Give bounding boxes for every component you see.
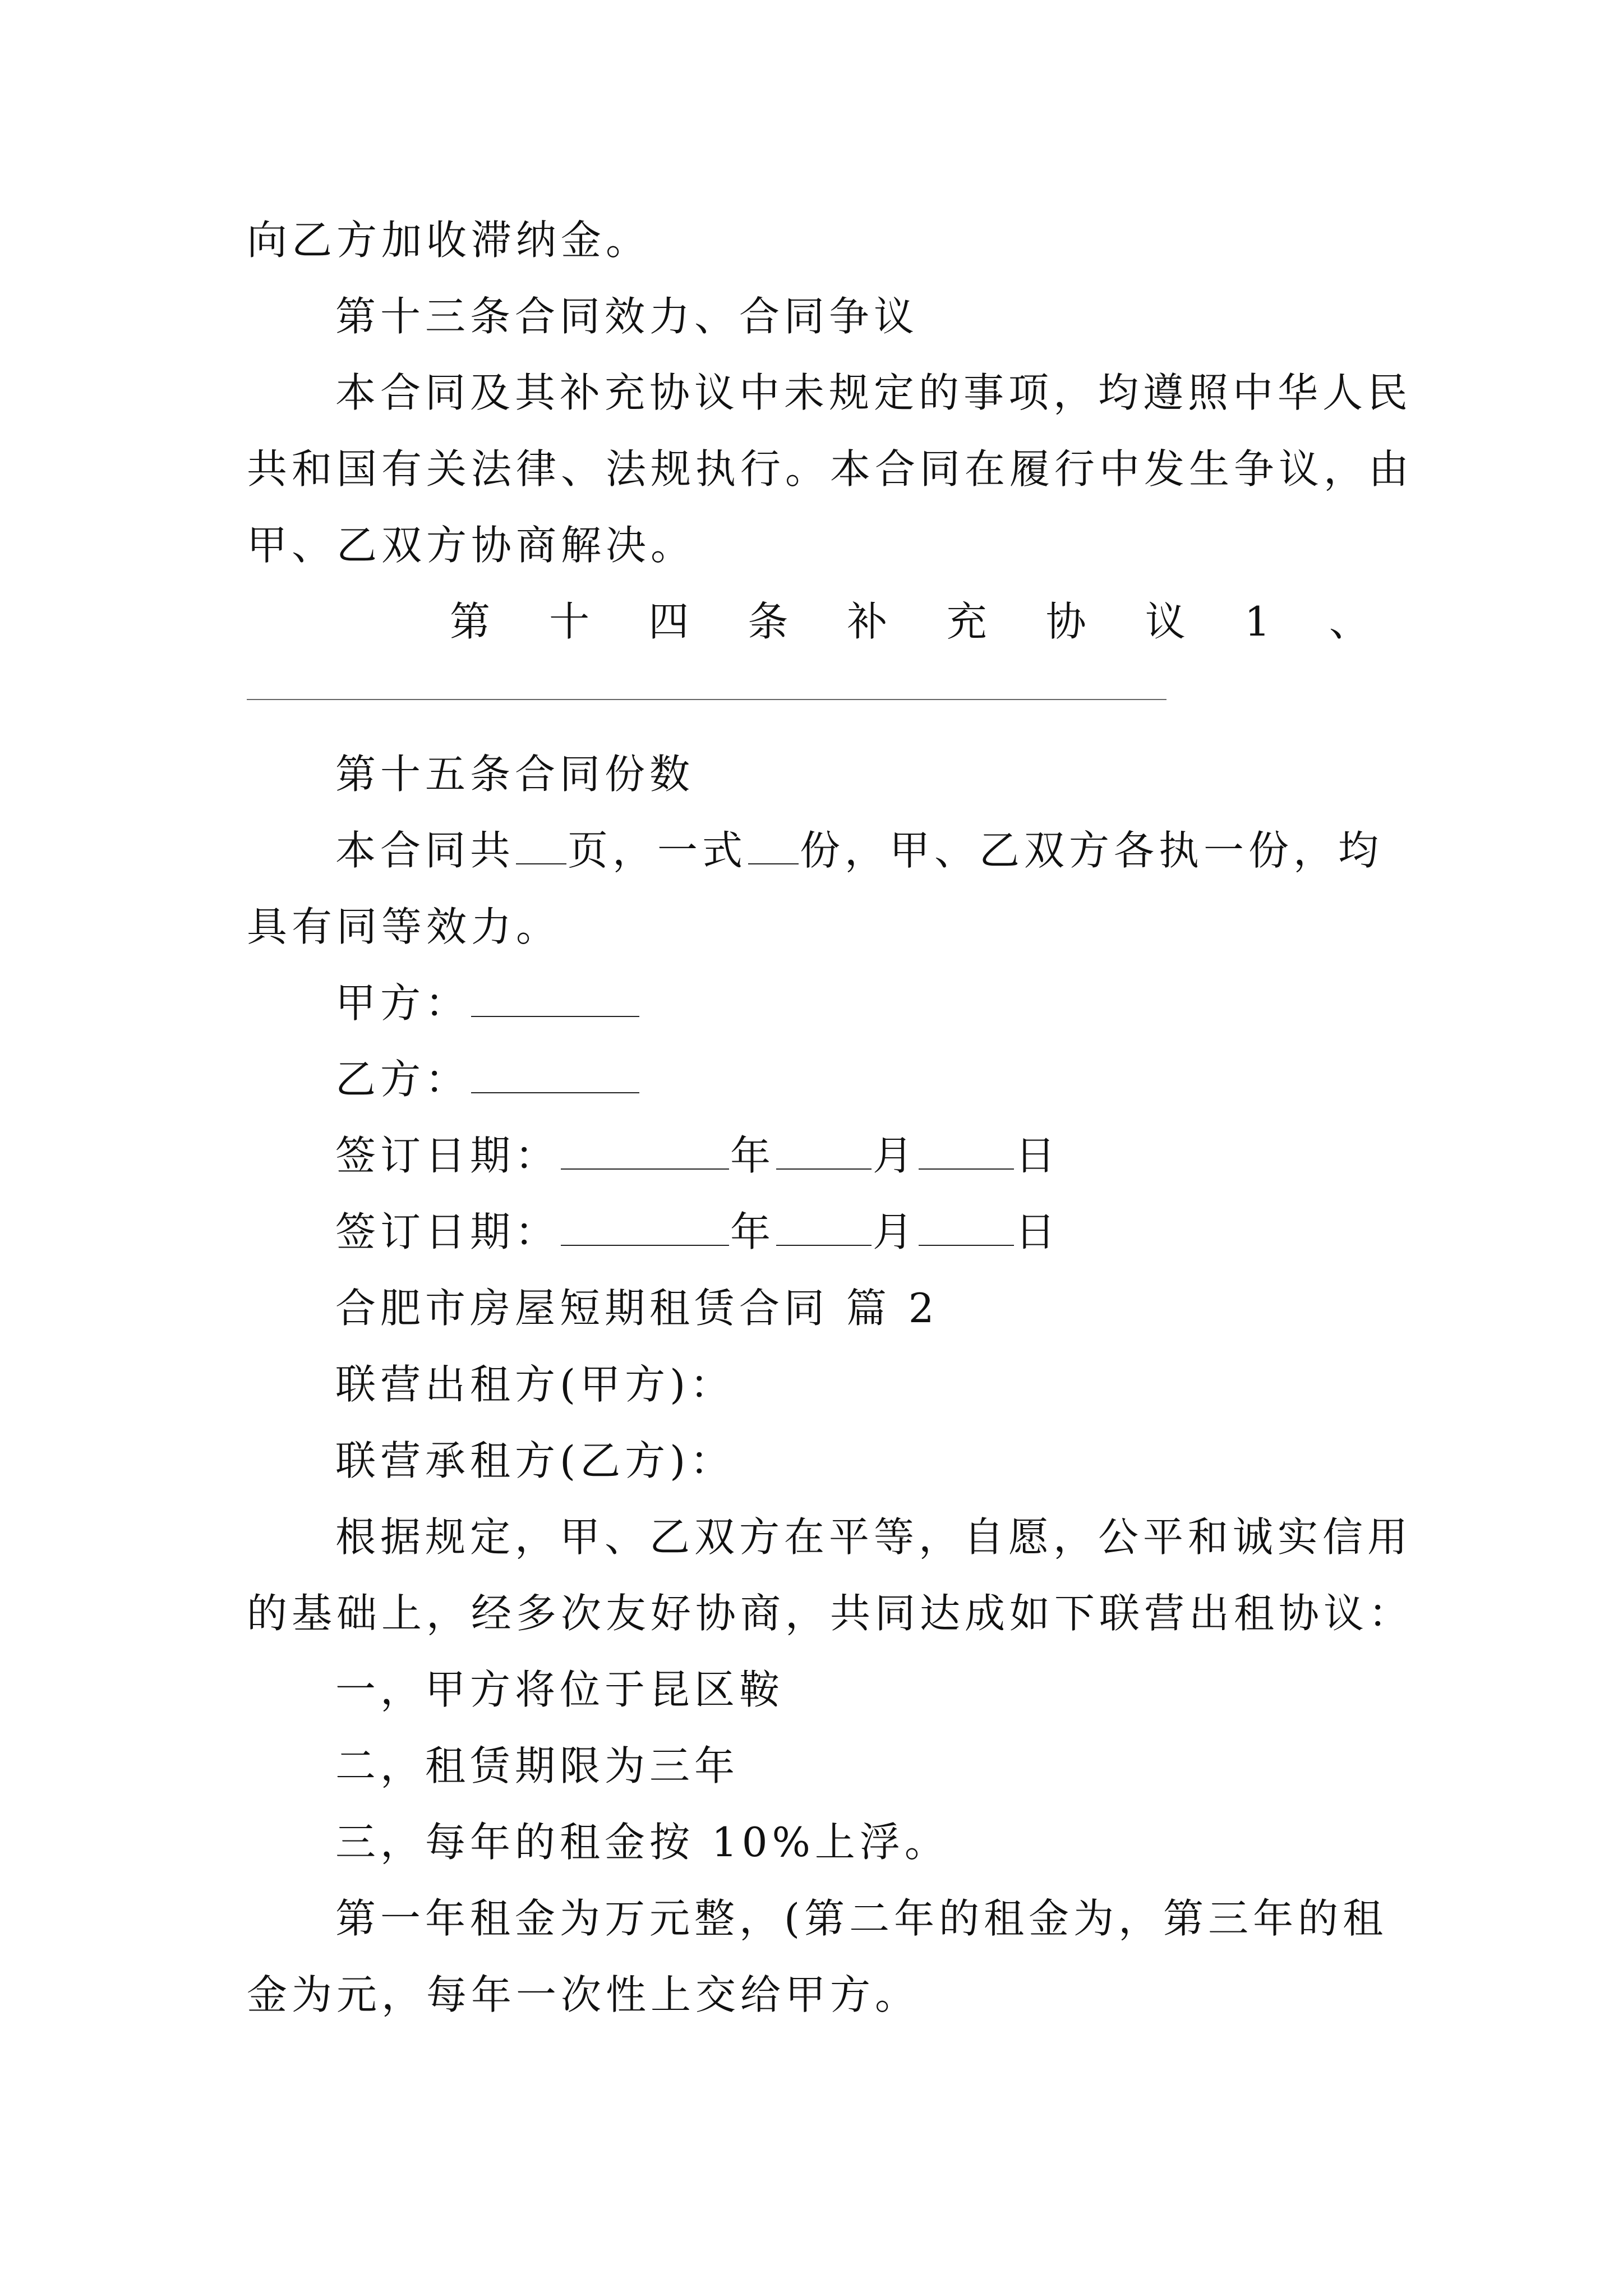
underline-rule <box>247 699 1166 700</box>
clause-item: 三，每年的租金按 10%上浮。 <box>335 1819 949 1866</box>
document-page <box>247 202 1414 2033</box>
lessee-line: 联营承租方(乙方)： <box>335 1437 735 1484</box>
sign-date-line <box>247 1194 1385 1270</box>
party-b-blank <box>471 1061 639 1093</box>
text-line: 根据规定，甲、乙双方在平等，自愿，公平和诚实信用 <box>335 1513 1413 1561</box>
article-14-char: 协 <box>1045 598 1091 645</box>
clause-item: 一，甲方将位于昆区鞍 <box>335 1666 785 1713</box>
text-line: 共和国有关法律、法规执行。本合同在履行中发生争议，由 <box>247 445 1414 493</box>
article-14-char: 十 <box>549 598 594 645</box>
year-blank <box>561 1213 729 1246</box>
article-14-char: 1 <box>1244 598 1275 645</box>
clause-item: 二，租赁期限为三年 <box>335 1742 740 1789</box>
party-b-label: 乙方： <box>335 1056 471 1103</box>
article-14-char: 条 <box>748 598 793 645</box>
text-line: 具有同等效力。 <box>247 903 561 950</box>
day-blank <box>919 1213 1014 1246</box>
article-14-title <box>247 583 1385 660</box>
month-label: 月 <box>873 1208 918 1255</box>
year-blank <box>561 1137 729 1170</box>
text-fragment: 页，一式 <box>568 827 748 874</box>
article-14-char: 补 <box>847 598 892 645</box>
text-line: 甲、乙双方协商解决。 <box>247 522 696 569</box>
contract-2-title: 合肥市房屋短期租赁合同 篇 2 <box>335 1285 939 1332</box>
article-14-char: 、 <box>1329 598 1374 645</box>
copies-line <box>247 812 1385 889</box>
article-14-char: 四 <box>648 598 694 645</box>
party-b-line <box>247 1041 1385 1117</box>
text-line: 向乙方加收滞纳金。 <box>247 217 651 264</box>
party-a-label: 甲方： <box>335 979 471 1027</box>
sign-date-label: 签订日期： <box>335 1208 560 1255</box>
article-14-char: 议 <box>1145 598 1190 645</box>
lessor-line: 联营出租方(甲方)： <box>335 1361 735 1408</box>
sign-date-line <box>247 1117 1385 1194</box>
text-line: 金为元，每年一次性上交给甲方。 <box>247 1971 920 2018</box>
day-label: 日 <box>1015 1132 1061 1179</box>
month-label: 月 <box>873 1132 918 1179</box>
page-count-blank <box>516 832 566 864</box>
party-a-line <box>247 965 1385 1041</box>
text-fragment: 份，甲、乙双方各执一份，均 <box>800 827 1384 874</box>
month-blank <box>776 1137 872 1170</box>
day-blank <box>919 1137 1014 1170</box>
article-13-title: 第十三条合同效力、合同争议 <box>335 293 919 340</box>
copy-count-blank <box>748 832 799 864</box>
text-line: 的基础上，经多次友好协商，共同达成如下联营出租协议： <box>247 1590 1414 1637</box>
month-blank <box>776 1213 872 1246</box>
article-14-char: 充 <box>946 598 992 645</box>
supplement-blank-line <box>247 660 1385 736</box>
day-label: 日 <box>1015 1208 1061 1255</box>
text-line: 第一年租金为万元整，(第二年的租金为，第三年的租 <box>335 1895 1388 1942</box>
year-label: 年 <box>730 1132 776 1179</box>
sign-date-label: 签订日期： <box>335 1132 560 1179</box>
year-label: 年 <box>730 1208 776 1255</box>
party-a-blank <box>471 984 639 1017</box>
article-14-char: 第 <box>450 598 495 645</box>
text-fragment: 本合同共 <box>335 827 515 874</box>
text-line: 本合同及其补充协议中未规定的事项，均遵照中华人民 <box>335 369 1413 416</box>
article-15-title: 第十五条合同份数 <box>335 751 695 798</box>
